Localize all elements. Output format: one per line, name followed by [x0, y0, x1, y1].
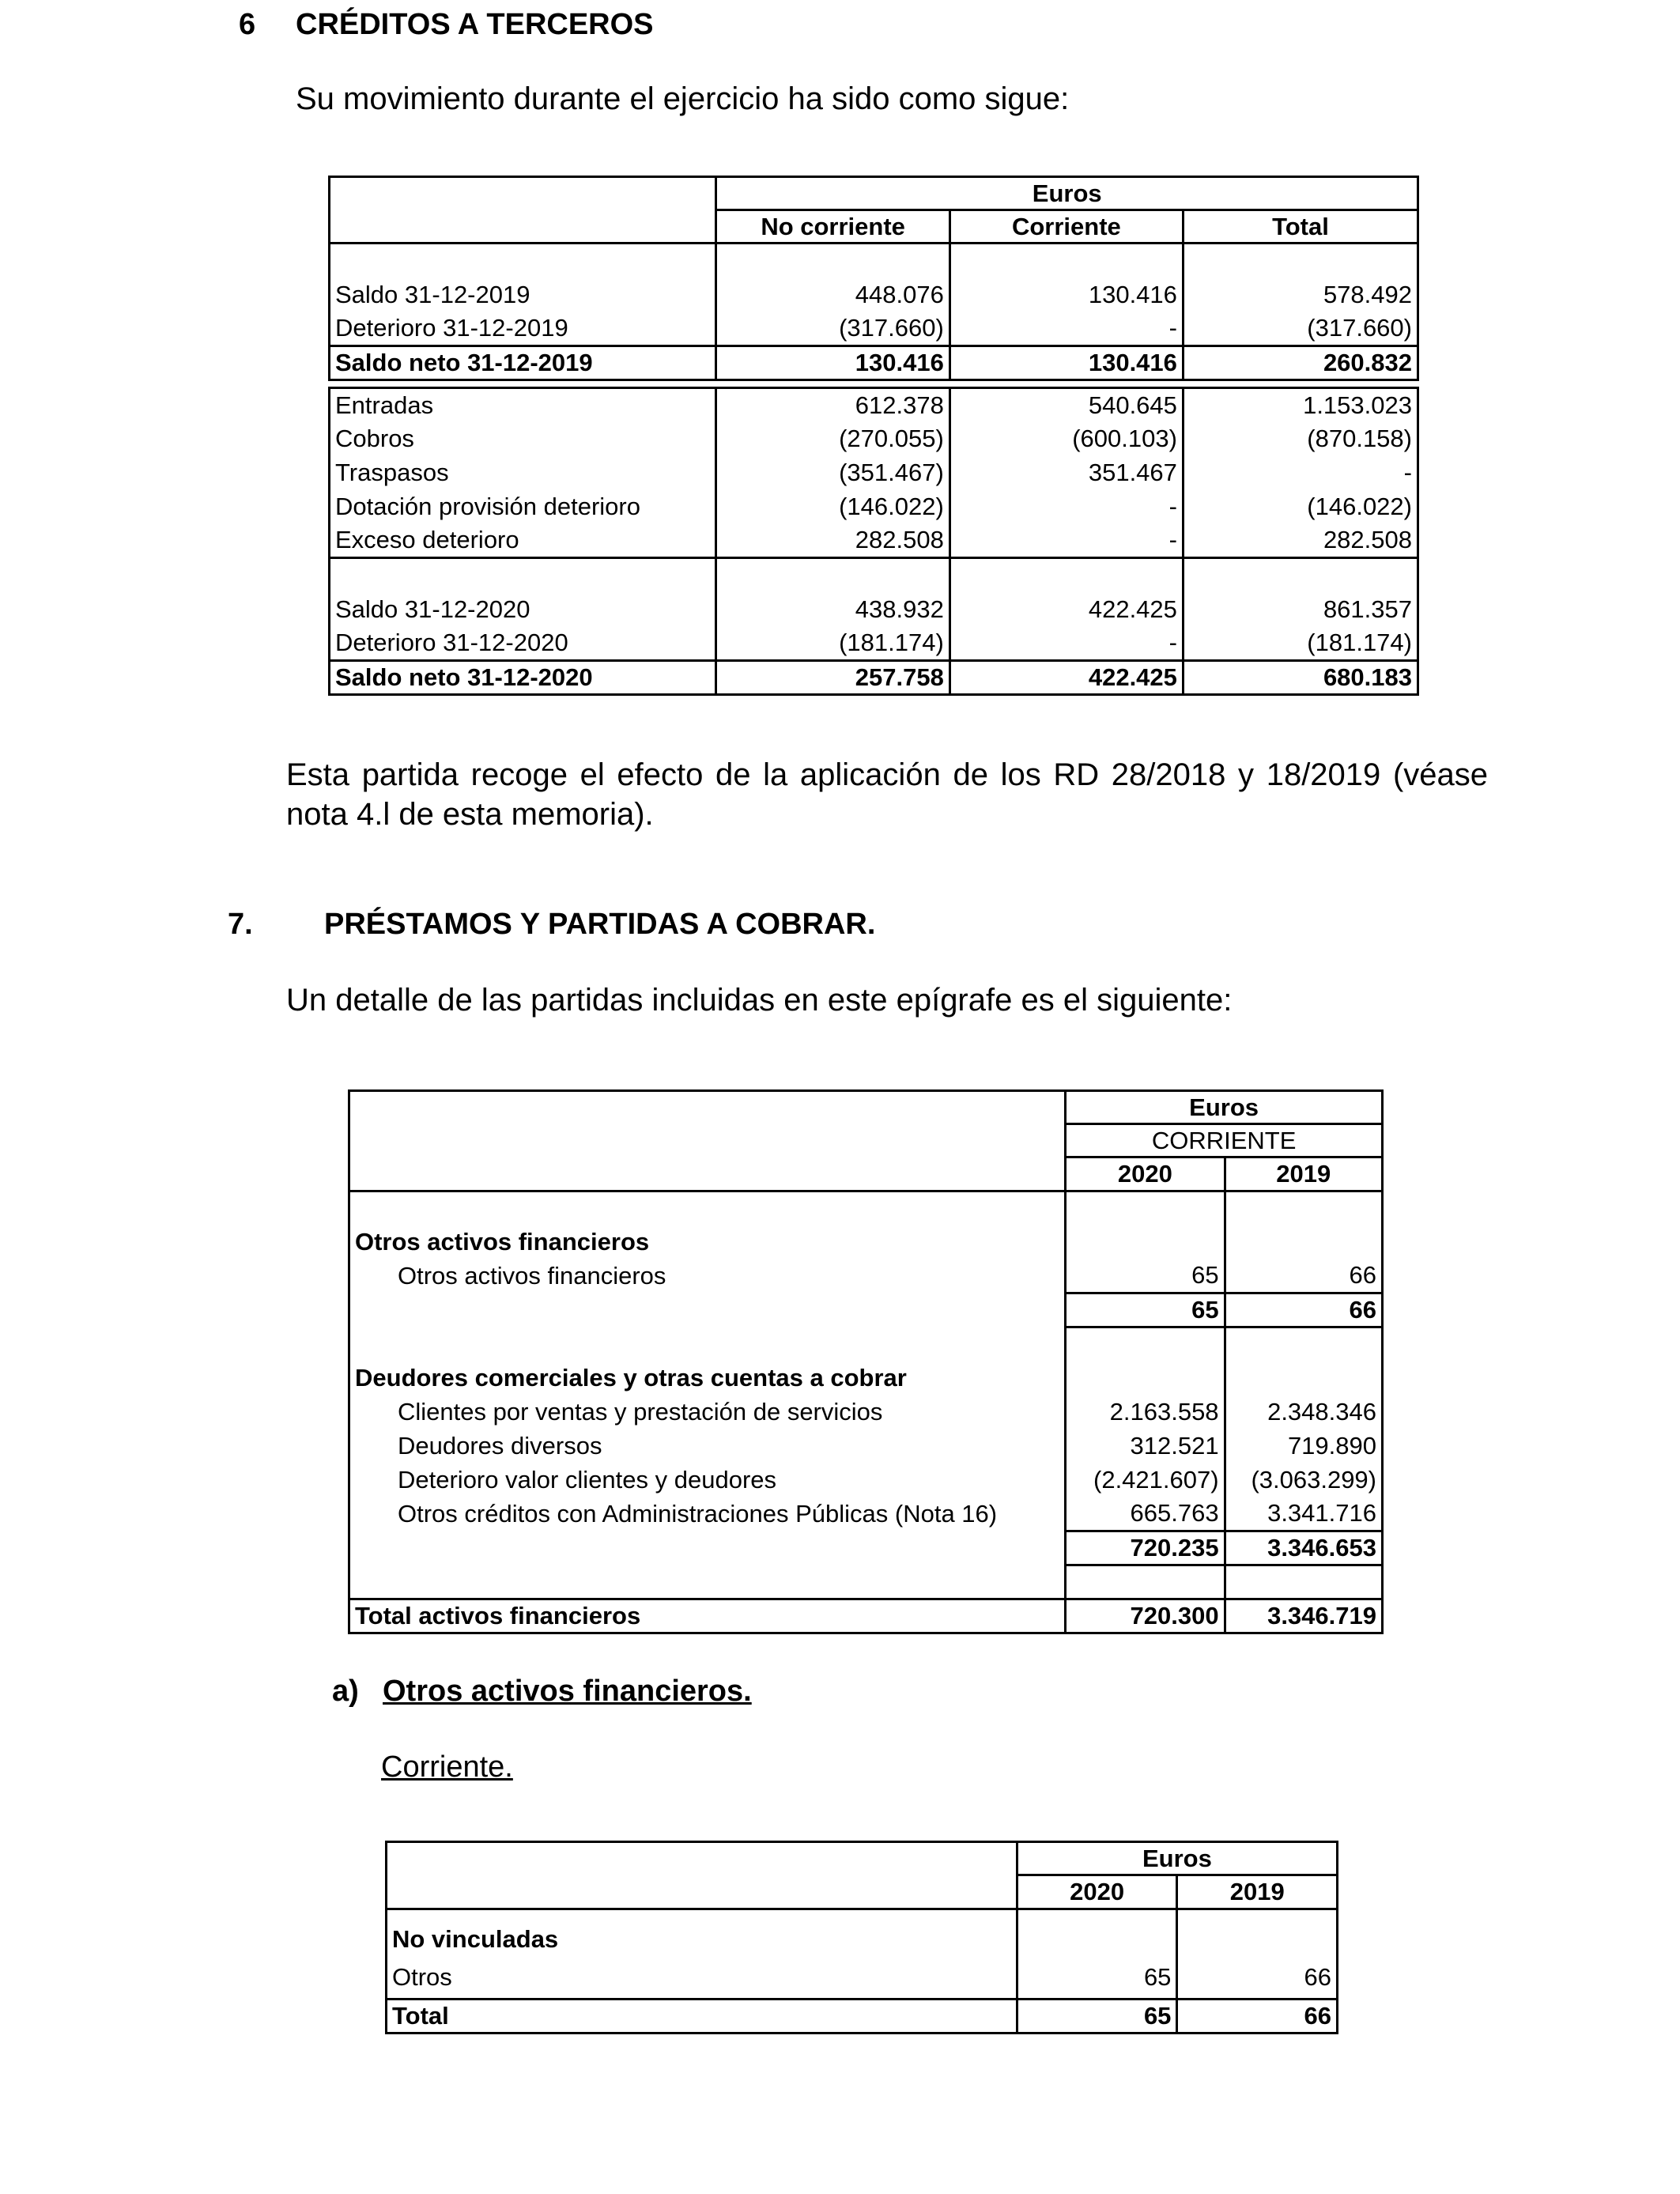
table-row-subtotal	[349, 1293, 1383, 1327]
col-header: No corriente	[716, 210, 949, 244]
row-label: Dotación provisión deterioro	[330, 490, 716, 524]
table-row	[349, 1497, 1383, 1531]
cell: 66	[1177, 2000, 1338, 2034]
cell: 3.346.719	[1225, 1599, 1382, 1633]
row-label: Saldo neto 31-12-2019	[330, 346, 716, 380]
row-label: Total activos financieros	[349, 1599, 1066, 1633]
row-label: Entradas	[330, 388, 716, 422]
subsection-a-title: Otros activos financieros.	[383, 1675, 752, 1708]
table-row	[349, 1259, 1383, 1293]
section-6-note: Esta partida recoge el efecto de la aplicación de los RD 28/2018 y 18/2019 (véase nota 4.l de esta memoria).	[286, 757, 1488, 832]
cell: 65	[1066, 1293, 1225, 1327]
cell: 260.832	[1183, 346, 1418, 380]
cell: -	[949, 524, 1183, 558]
cell: 540.645	[949, 388, 1183, 422]
row-label: Saldo neto 31-12-2020	[330, 661, 716, 695]
row-label: Exceso deterioro	[330, 524, 716, 558]
cell: 1.153.023	[1183, 388, 1418, 422]
cell: (2.421.607)	[1066, 1463, 1225, 1497]
table-row-subtotal	[330, 346, 1418, 380]
cell: 2.163.558	[1066, 1395, 1225, 1429]
currency-header: Euros	[716, 177, 1418, 210]
cell: 438.932	[716, 593, 949, 627]
cell: (600.103)	[949, 422, 1183, 456]
cell: (870.158)	[1183, 422, 1418, 456]
cell: (181.174)	[1183, 627, 1418, 661]
creditos-table	[328, 176, 1419, 696]
cell: (317.660)	[1183, 312, 1418, 346]
cell: -	[949, 490, 1183, 524]
row-label: Deudores diversos	[349, 1429, 1066, 1463]
cell: 3.341.716	[1225, 1497, 1382, 1531]
group-row	[387, 1909, 1338, 1957]
cell: (146.022)	[1183, 490, 1418, 524]
cell: 665.763	[1066, 1497, 1225, 1531]
cell: 720.235	[1066, 1531, 1225, 1565]
row-label: Total	[387, 2000, 1017, 2034]
section-7-intro: Un detalle de las partidas incluidas en este epígrafe es el siguiente:	[286, 983, 1233, 1018]
cell: (351.467)	[716, 456, 949, 490]
table-row	[330, 627, 1418, 661]
cell: 130.416	[949, 346, 1183, 380]
section-7-number: 7.	[228, 908, 253, 941]
cell: 130.416	[716, 346, 949, 380]
row-label: Otros activos financieros	[349, 1259, 1066, 1293]
year-header: 2019	[1225, 1157, 1382, 1191]
table-row-total	[349, 1599, 1383, 1633]
cell: 861.357	[1183, 593, 1418, 627]
row-label: Saldo 31-12-2020	[330, 593, 716, 627]
col-header: Corriente	[949, 210, 1183, 244]
cell: 282.508	[716, 524, 949, 558]
section-6-title: CRÉDITOS A TERCEROS	[296, 8, 654, 41]
cell: 720.300	[1066, 1599, 1225, 1633]
cell: 66	[1225, 1259, 1382, 1293]
cell: (317.660)	[716, 312, 949, 346]
cell: (270.055)	[716, 422, 949, 456]
table-row	[330, 388, 1418, 422]
cell: 312.521	[1066, 1429, 1225, 1463]
cell: -	[949, 627, 1183, 661]
cell: 680.183	[1183, 661, 1418, 695]
group-row	[349, 1225, 1383, 1259]
cell: 66	[1225, 1293, 1382, 1327]
cell: (3.063.299)	[1225, 1463, 1382, 1497]
row-label: Traspasos	[330, 456, 716, 490]
cell: 351.467	[949, 456, 1183, 490]
row-label: Deterioro 31-12-2019	[330, 312, 716, 346]
cell: (181.174)	[716, 627, 949, 661]
section-6-intro: Su movimiento durante el ejercicio ha sido como sigue:	[296, 81, 1070, 116]
cell: -	[1183, 456, 1418, 490]
cell: 282.508	[1183, 524, 1418, 558]
subsection-a-sub: Corriente.	[381, 1750, 513, 1784]
cell: (146.022)	[716, 490, 949, 524]
cell: 3.346.653	[1225, 1531, 1382, 1565]
table-row	[330, 593, 1418, 627]
table-row	[330, 524, 1418, 558]
row-label: Otros créditos con Administraciones Públicas (Nota 16)	[349, 1497, 1066, 1531]
table-row-total	[387, 2000, 1338, 2034]
row-label: Otros	[387, 1957, 1017, 2000]
table-row	[330, 490, 1418, 524]
cell: 448.076	[716, 278, 949, 312]
year-header: 2020	[1066, 1157, 1225, 1191]
cell: 422.425	[949, 661, 1183, 695]
currency-header: Euros	[1066, 1091, 1383, 1124]
table-row-subtotal	[330, 661, 1418, 695]
subsection-a-label: a)	[332, 1675, 359, 1708]
cell: 65	[1017, 1957, 1177, 2000]
section-6-number: 6	[239, 8, 256, 41]
cell: -	[949, 312, 1183, 346]
table-row	[330, 456, 1418, 490]
cell: 66	[1177, 1957, 1338, 2000]
table-row	[330, 422, 1418, 456]
row-label: Saldo 31-12-2019	[330, 278, 716, 312]
group-label: No vinculadas	[387, 1909, 1017, 1957]
section-7-title: PRÉSTAMOS Y PARTIDAS A COBRAR.	[324, 908, 876, 941]
group-header: CORRIENTE	[1066, 1124, 1383, 1157]
cell: 612.378	[716, 388, 949, 422]
table-row-subtotal	[349, 1531, 1383, 1565]
group-label: Deudores comerciales y otras cuentas a cobrar	[349, 1361, 1066, 1395]
table-row	[349, 1429, 1383, 1463]
table-row	[349, 1463, 1383, 1497]
cell: 422.425	[949, 593, 1183, 627]
year-header: 2020	[1017, 1875, 1177, 1909]
cell: 65	[1017, 2000, 1177, 2034]
currency-header: Euros	[1017, 1842, 1337, 1875]
row-label: Cobros	[330, 422, 716, 456]
cell: 578.492	[1183, 278, 1418, 312]
cell: 65	[1066, 1259, 1225, 1293]
row-label: Deterioro 31-12-2020	[330, 627, 716, 661]
cell: 2.348.346	[1225, 1395, 1382, 1429]
col-header: Total	[1183, 210, 1418, 244]
row-label: Deterioro valor clientes y deudores	[349, 1463, 1066, 1497]
table-row	[330, 312, 1418, 346]
year-header: 2019	[1177, 1875, 1338, 1909]
table-row	[330, 278, 1418, 312]
cell: 719.890	[1225, 1429, 1382, 1463]
group-label: Otros activos financieros	[349, 1225, 1066, 1259]
group-row	[349, 1361, 1383, 1395]
cell: 257.758	[716, 661, 949, 695]
table-row	[387, 1957, 1338, 2000]
row-label: Clientes por ventas y prestación de servicios	[349, 1395, 1066, 1429]
otros-activos-table	[385, 1841, 1338, 2034]
table-row	[349, 1395, 1383, 1429]
cell: 130.416	[949, 278, 1183, 312]
prestamos-table	[348, 1089, 1384, 1634]
